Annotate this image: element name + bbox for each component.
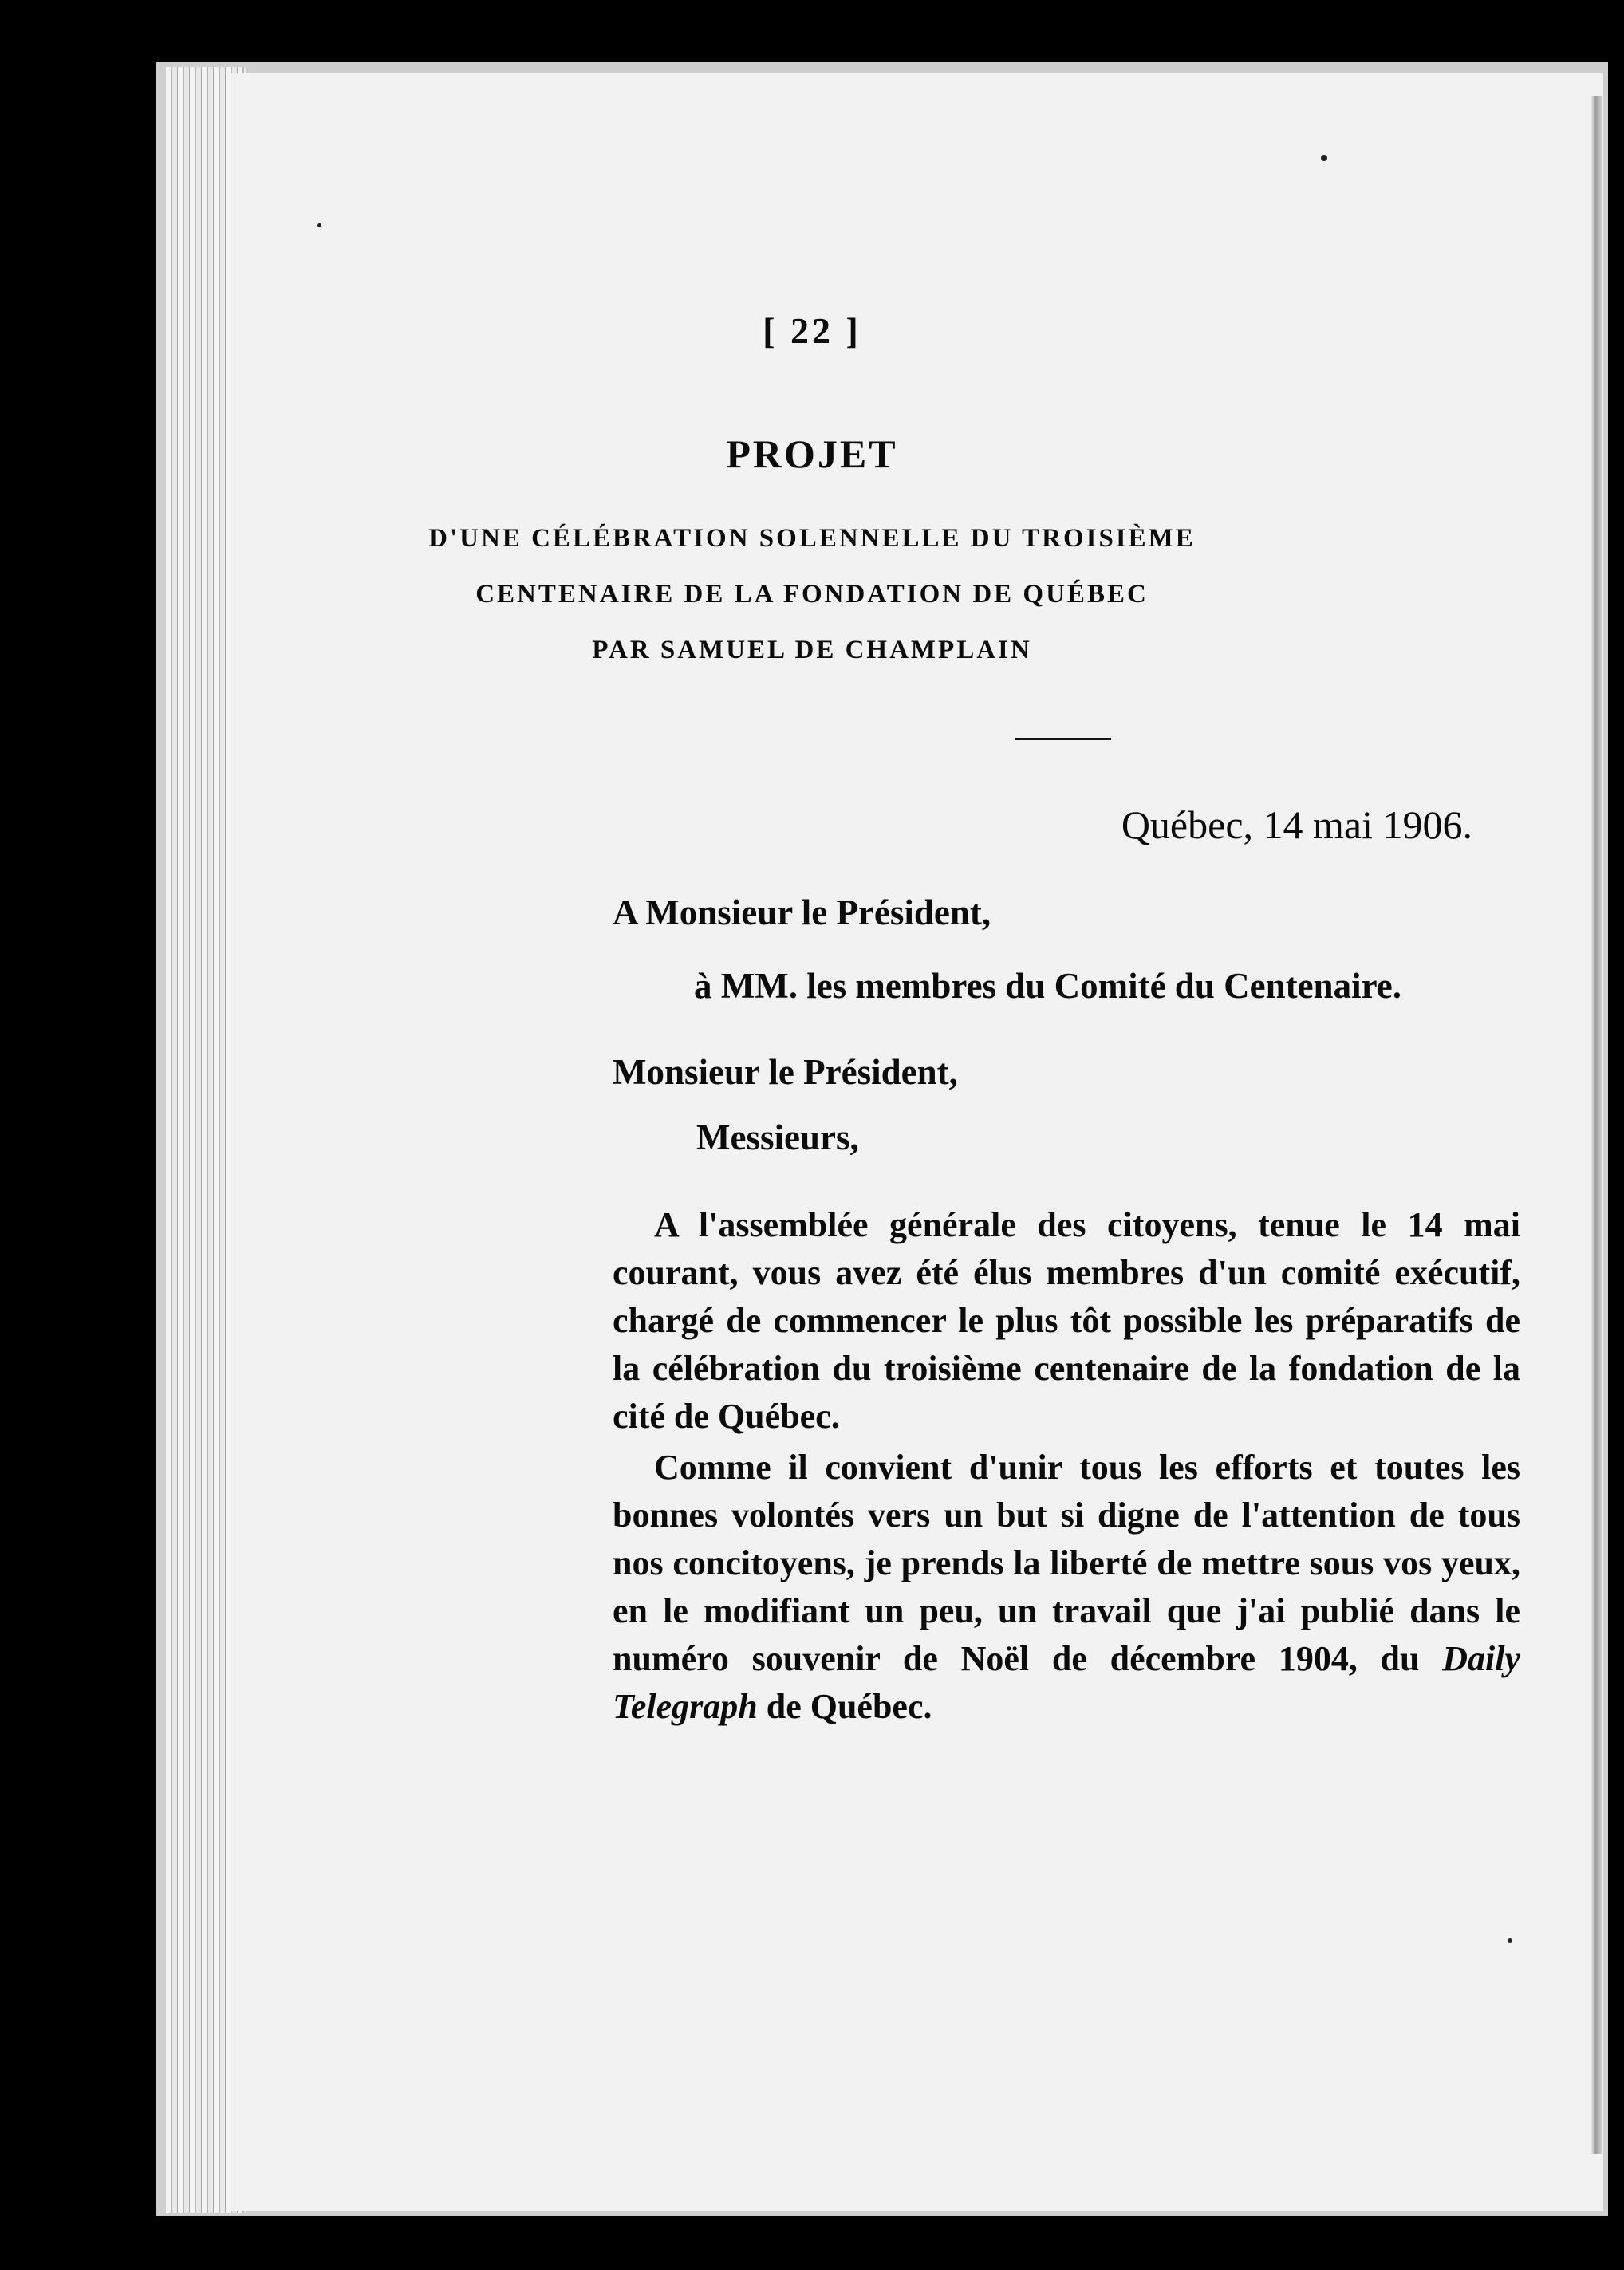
subtitle-line-2: CENTENAIRE DE LA FONDATION DE QUÉBEC (475, 580, 1149, 609)
greeting-line-1: Monsieur le Président, (613, 1052, 958, 1092)
salutation-line-1: A Monsieur le Président, (613, 893, 991, 932)
dateline: Québec, 14 mai 1906. (1121, 802, 1472, 847)
book-page (231, 73, 1603, 2211)
ink-speck (317, 223, 321, 227)
paragraph-2 (613, 1444, 1520, 1731)
subtitle-block (0, 510, 1624, 678)
paragraph-2-text-after: de Québec. (757, 1687, 932, 1726)
letter-body (613, 1201, 1520, 1731)
salutation-line-2: à MM. les membres du Comité du Centenaire. (694, 966, 1401, 1006)
ink-speck (1321, 155, 1327, 161)
greeting-line-2: Messieurs, (696, 1117, 859, 1157)
paragraph-2-text-before: Comme il convient d'unir tous les efforts et toutes les bonnes volontés vers un but si digne de l'attention de tous nos concitoyens, je prends la liberté de mettre sous vos yeux, en le modifiant un peu, un travail que j'ai publié dans le numéro souvenir de Noël de décembre 1904, du (613, 1448, 1520, 1678)
subtitle-line-3: PAR SAMUEL DE CHAMPLAIN (592, 636, 1032, 664)
page-right-edge (1591, 96, 1602, 2154)
paragraph-1: A l'assemblée générale des citoyens, tenue le 14 mai courant, vous avez été élus membres d'un comité exécutif, chargé de commencer le plus tôt possible les préparatifs de la célébration du troisième centenaire de la fondation de la cité de Québec. (613, 1205, 1520, 1436)
separator-rule (1015, 738, 1111, 740)
page-number: [ 22 ] (763, 310, 861, 351)
subtitle-line-1: D'UNE CÉLÉBRATION SOLENNELLE DU TROISIÈME (428, 524, 1196, 553)
newspaper-title: Daily Telegraph (613, 1639, 1520, 1726)
ink-speck (1508, 1938, 1512, 1943)
page-title: PROJET (726, 432, 898, 476)
